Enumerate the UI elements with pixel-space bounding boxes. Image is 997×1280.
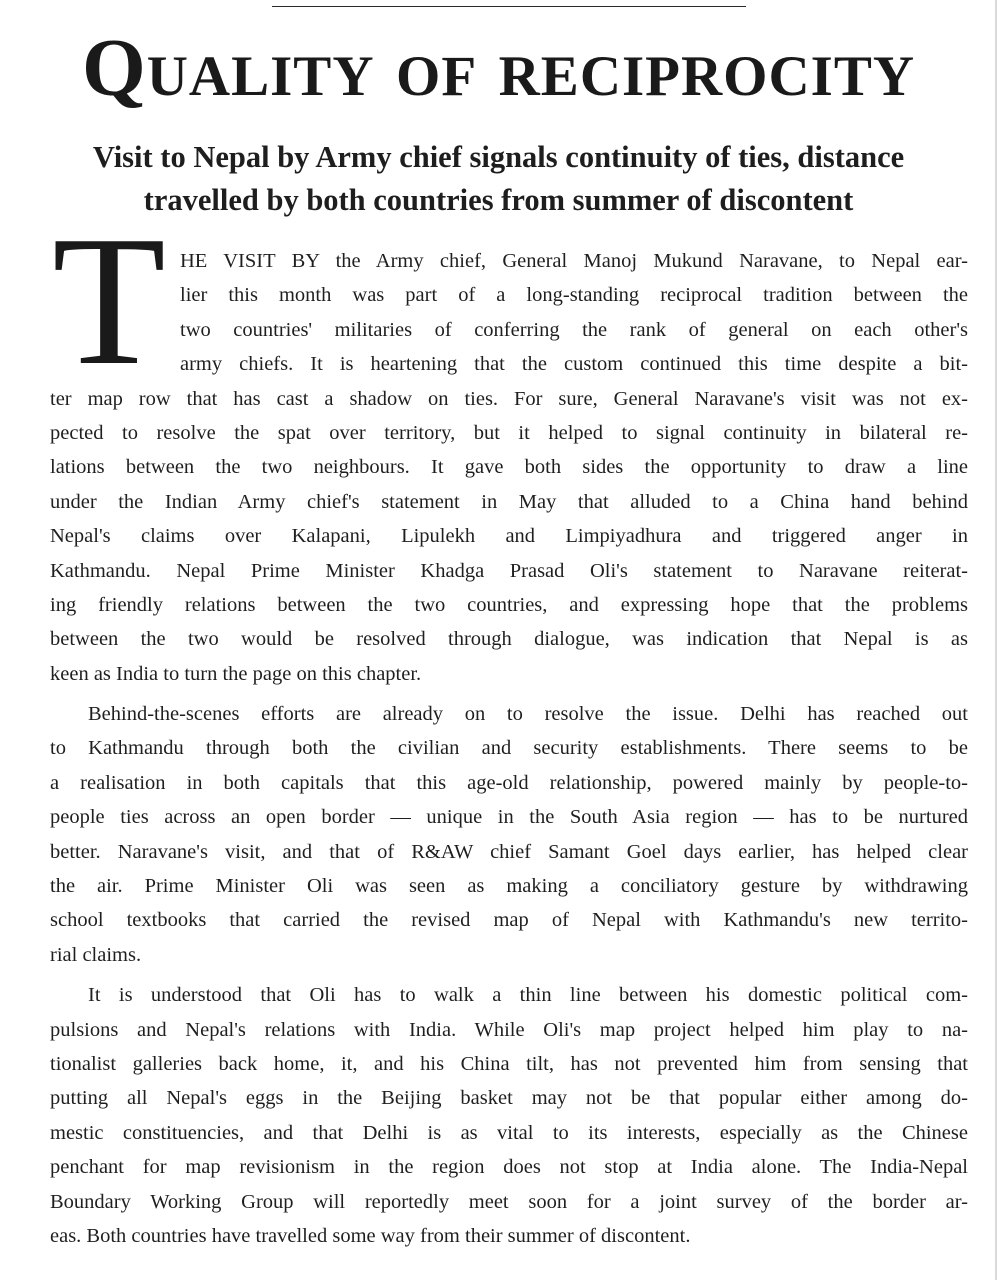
body-line: ing friendly relations between the two countries, and expressing hope that the problems: [50, 593, 968, 616]
body-line: lations between the two neighbours. It gave both sides the opportunity to draw a line: [50, 456, 968, 479]
body-line: a realisation in both capitals that this age-old relationship, powered mainly by people-to-: [50, 771, 968, 794]
body-line: mestic constituencies, and that Delhi is as vital to its interests, especially as the Chinese: [50, 1121, 968, 1144]
body-line: better. Naravane's visit, and that of R&AW chief Samant Goel days earlier, has helped clear: [50, 840, 968, 863]
body-line: Behind-the-scenes efforts are already on to resolve the issue. Delhi has reached out: [88, 703, 968, 726]
body-line: army chiefs. It is heartening that the custom continued this time despite a bit-: [180, 353, 968, 376]
body-line: to Kathmandu through both the civilian and security establishments. There seems to be: [50, 737, 968, 760]
body-line: school textbooks that carried the revised map of Nepal with Kathmandu's new territo-: [50, 909, 968, 932]
body-line: pulsions and Nepal's relations with India. While Oli's map project helped him play to na-: [50, 1018, 968, 1041]
body-line: putting all Nepal's eggs in the Beijing basket may not be that popular either among do-: [50, 1087, 968, 1110]
drop-cap: T: [52, 198, 166, 404]
top-rule: [272, 6, 746, 7]
body-line: tionalist galleries back home, it, and his China tilt, has not prevented him from sensing that: [50, 1052, 968, 1075]
body-line: keen as India to turn the page on this chapter.: [50, 662, 422, 685]
body-line: Nepal's claims over Kalapani, Lipulekh and Limpiyadhura and triggered anger in: [50, 525, 968, 548]
body-line: It is understood that Oli has to walk a thin line between his domestic political com-: [88, 984, 968, 1007]
body-line: penchant for map revisionism in the region does not stop at India alone. The India-Nepal: [50, 1156, 968, 1179]
body-line: two countries' militaries of conferring the rank of general on each other's: [180, 318, 968, 341]
body-line: Kathmandu. Nepal Prime Minister Khadga Prasad Oli's statement to Naravane reiterat-: [50, 559, 968, 582]
article-body: [50, 244, 968, 1253]
body-line: lier this month was part of a long-standing reciprocal tradition between the: [180, 284, 968, 307]
body-line: pected to resolve the spat over territory, but it helped to signal continuity in bilateral re-: [50, 421, 968, 444]
body-line: ter map row that has cast a shadow on ties. For sure, General Naravane's visit was not ex-: [50, 387, 968, 410]
body-line: under the Indian Army chief's statement in May that alluded to a China hand behind: [50, 490, 968, 513]
body-line: people ties across an open border — unique in the South Asia region — has to be nurtured: [50, 806, 968, 829]
body-line: eas. Both countries have travelled some way from their summer of discontent.: [50, 1224, 691, 1247]
body-line: rial claims.: [50, 943, 142, 966]
body-line: the air. Prime Minister Oli was seen as making a conciliatory gesture by withdrawing: [50, 875, 968, 898]
headline: Quality of reciprocity: [81, 22, 916, 113]
body-line: Boundary Working Group will reportedly meet soon for a joint survey of the border ar-: [50, 1190, 968, 1213]
body-line: between the two would be resolved through dialogue, was indication that Nepal is as: [50, 628, 968, 651]
deck-subheadline: [30, 136, 967, 222]
deck-line: Visit to Nepal by Army chief signals continuity of ties, distance: [92, 140, 905, 174]
body-line: HE VISIT BY the Army chief, General Manoj Mukund Naravane, to Nepal ear-: [180, 250, 968, 272]
deck-line: travelled by both countries from summer of discontent: [143, 183, 854, 217]
